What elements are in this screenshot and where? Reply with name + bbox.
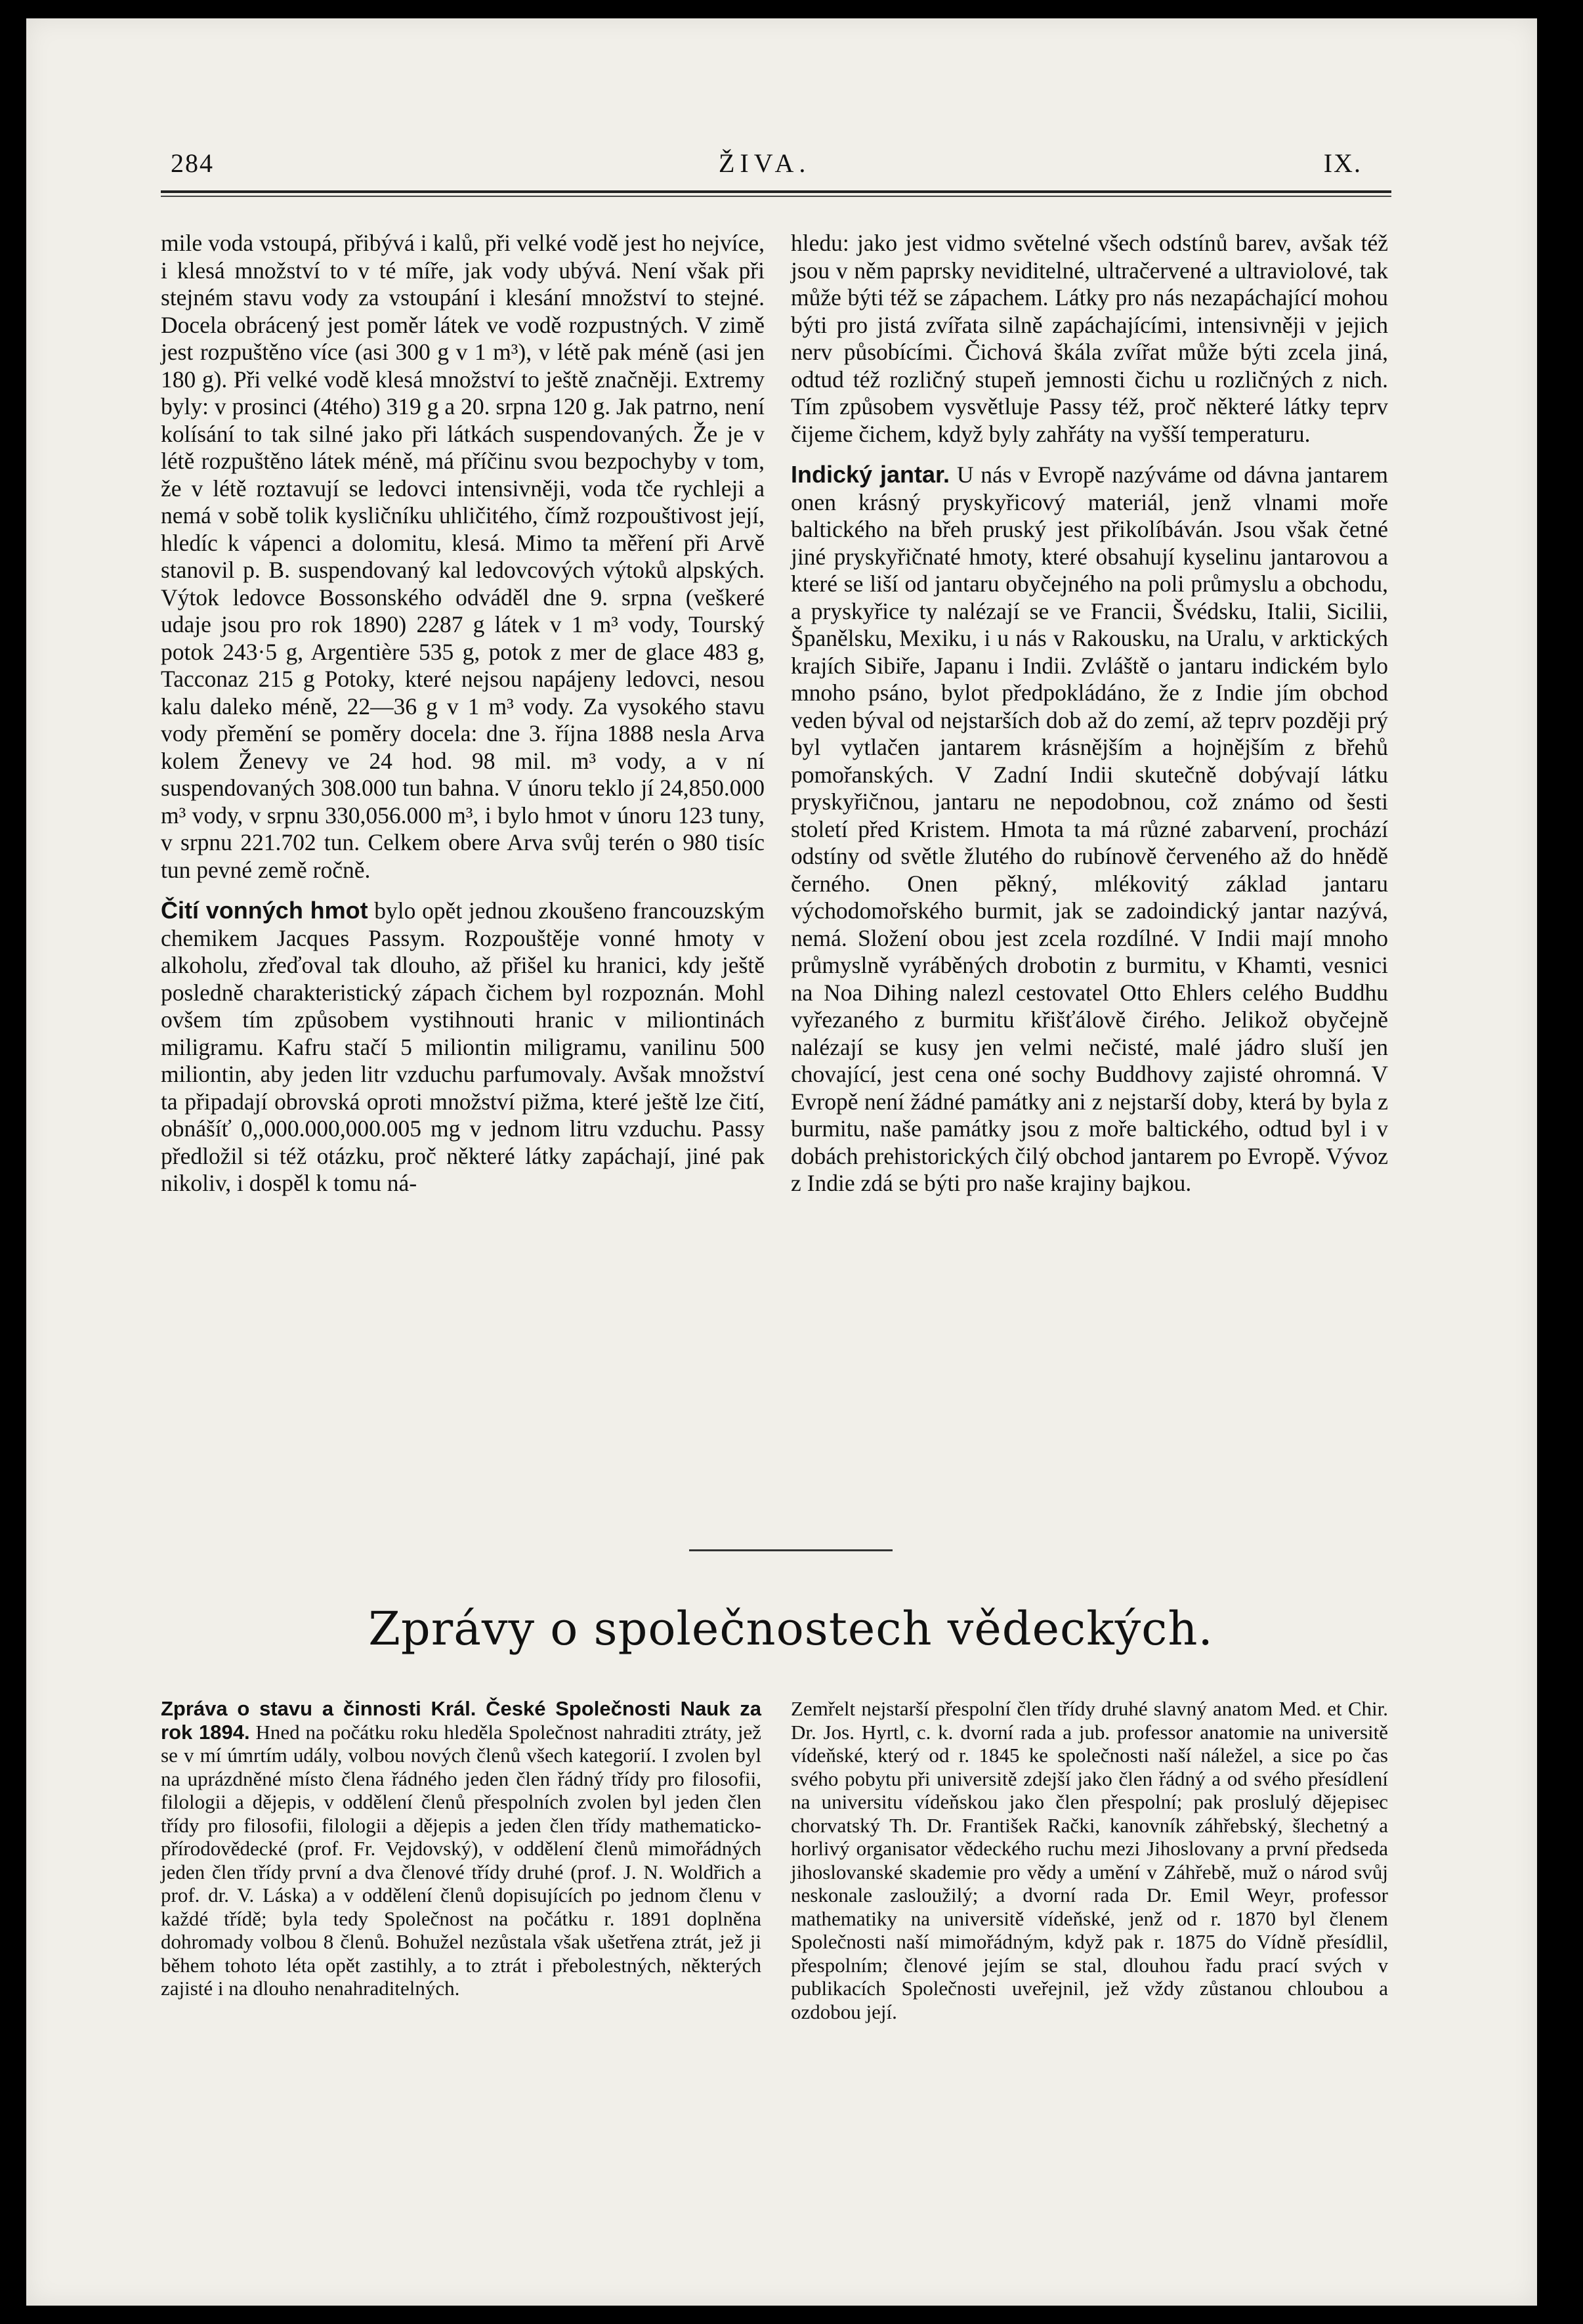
header-rule bbox=[161, 190, 1391, 193]
scan-edge bbox=[1546, 0, 1553, 2324]
report-left-column bbox=[161, 1697, 761, 2000]
page-number: 284 bbox=[171, 148, 214, 178]
header-rule-thin bbox=[161, 196, 1391, 197]
report-paragraph bbox=[161, 1697, 761, 2000]
volume-number: IX. bbox=[1323, 148, 1362, 178]
paragraph-smell-perception bbox=[161, 897, 765, 1197]
right-column bbox=[791, 230, 1388, 1197]
section-title: Zprávy o společnostech vědeckých. bbox=[368, 1602, 1214, 1656]
report-text: Hned na počátku roku hleděla Společnost nahraditi ztráty, jež se v mí úmrtím udály, volbou nových členů všech kategorií. I zvolen byl na uprázdněné místo člena řádného jeden člen řádný třídy pro filosofii, filologii a dějepis, v oddělení členů přespolních zvolen byl jeden člen třídy pro filosofii, filologii a dějepis a jeden člen třídy mathematicko-přírodovědecké (prof. Fr. Vejdovský), v oddělení členů mimořádných jeden člen třídy první a dva členové třídy druhé (prof. J. N. Woldřich a prof. dr. V. Láska) a v oddělení členů dopisujících po jednom členu v každé třídě; byla tedy Společnost na počátku r. 1891 doplněna dohromady volbou 8 členů. Bohužel nezůstala však ušetřena ztrát, jež ji během tohoto léta opět zastihly, a to ztrát i přebolestných, některých zajisté i na dlouho nenahraditelných. bbox=[161, 1720, 761, 2000]
paragraph-indian-amber bbox=[791, 461, 1388, 1197]
journal-title: ŽIVA. bbox=[719, 148, 811, 178]
section-separator bbox=[689, 1549, 893, 1551]
running-head bbox=[148, 141, 1382, 181]
report-right-column bbox=[791, 1697, 1388, 2023]
paragraph-smell-text: bylo opět jednou zkoušeno francouzským chemikem Jacques Passym. Rozpouštěje vonné hmoty v alkoholu, zřeďoval tak dlouho, až přišel ku hranici, kdy ještě posledně charakteristický zápach čichem byl rozpoznán. Mohl ovšem tím způsobem vystihnouti hranic v miliontinách miligramu. Kafru stačí 5 miliontin miligramu, vanilinu 500 miliontin, aby jeden litr vzduchu parfumovaly. Avšak množství ta připadají obrovská oproti množství pižma, které ještě lze čití, obnášíť 0,,000.000,000.005 mg v jednom litru vzduchu. Passy předložil si též otázku, proč některé látky zapáchají, jiné pak nikoliv, i dospěl k tomu ná- bbox=[161, 897, 765, 1196]
paragraph-amber-text: U nás v Evropě nazýváme od dávna jantarem onen krásný pryskyřicový materiál, jenž vlnami moře baltického na břeh pruský jest přikolíbáván. Jsou však četné jiné pryskyřičnaté hmoty, které obsahují kyselinu jantarovou a které se liší od jantaru obyčejného na poli průmyslu a obchodu, a pryskyřice ty nalézají se ve Francii, Švédsku, Italii, Sicilii, Španělsku, Mexiku, i u nás v Rakousku, na Uralu, v arktických krajích Sibiře, Japanu i Indii. Zvláště o jantaru indickém bylo mnoho psáno, bylot předpokládáno, že z Indie jím obchod veden býval od nejstarších dob až do zemí, až teprv později prý byl vytlačen jantarem krásnějším a hojnějším z břehů pomořanských. V Zadní Indii skutečně dobývají látku pryskyřičnou, jantaru ne nepodobnou, což známo od šesti století před Kristem. Hmota ta má různé zabarvení, prochází odstíny od světle žlutého do rubínově červeného až do hnědě černého. Onen pěkný, mlékovitý základ jantaru východomořského burmit, jak se zadoindický jantar nazývá, nemá. Složení obou jest zcela rozdílné. V Indii mají mnoho průmyslně vyráběných drobotin z burmitu, v Khamti, vesnici na Noa Dihing nalezl cestovatel Otto Ehlers celého Buddhu vyřezaného z burmitu křišťálově čirého. Jelikož obyčejně nalézají se kusy jen velmi nečisté, malé jádro sluší jen chovající, jest cena oné sochy Buddhovy zajisté ohromná. V Evropě není žádné památky ani z nejstarší doby, která by byla z burmitu, naše památky jsou z moře baltického, odtud byl i v dobách prehistorických čilý obchod jantarem po Evropě. Vývoz z Indie zdá se býti pro naše krajiny bajkou. bbox=[791, 462, 1388, 1196]
left-column bbox=[161, 230, 765, 1197]
report-heading: Zpráva o stavu a činnosti Král. České Společnosti Nauk za rok 1894. bbox=[161, 1697, 761, 1744]
paragraph-glacier-sediment: mile voda vstoupá, přibývá i kalů, při velké vodě jest ho nejvíce, i klesá množství to v té míře, jak vody ubývá. Není však při stejném stavu vody za vstoupání i klesání množství to stejné. Docela obrácený jest poměr látek ve vodě rozpustných. V zimě jest rozpuštěno více (asi 300 g v 1 m³), v létě pak méně (asi jen 180 g). Při velké vodě klesá množství to ještě značněji. Extremy byly: v prosinci (4tého) 319 g a 20. srpna 120 g. Jak patrno, není kolísání to tak silné jako při látkách suspendovaných. Že je v létě rozpuštěno látek méně, má příčinu svou bezpochyby v tom, že v létě roztavují se ledovci intensivněji, voda tče rychleji a nemá v sobě tolik kysličníku uhličitého, čímž rozpouštivost její, hledíc k vápenci a dolomitu, klesá. Mimo ta měření při Arvě stanovil p. B. suspendovaný kal ledovcových výtoků alpských. Výtok ledovce Bossonského odváděl dne 9. srpna (veškeré udaje jsou pro rok 1890) 2287 g látek v 1 m³ vody, Tourský potok 243·5 g, Argentière 535 g, potok z mer de glace 483 g, Tacconaz 215 g Potoky, které nejsou napájeny ledovci, nesou kalu daleko méně, 22—36 g v 1 m³ vody. Za vysokého stavu vody přemění se poměry docela: dne 3. října 1888 nesla Arva kolem Ženevy ve 24 hod. 98 mil. m³ vody, a v ní suspendovaných 308.000 tun bahna. V únoru teklo jí 24,850.000 m³ vody, v srpnu 330,056.000 m³, i bylo hmot v únoru 123 tuny, v srpnu 221.702 tun. Celkem obere Arva svůj terén o 980 tisíc tun pevné země ročně. bbox=[161, 230, 765, 883]
section-head-amber: Indický jantar. bbox=[791, 461, 950, 488]
paragraph-smell-continued: hledu: jako jest vidmo světelné všech odstínů barev, avšak též jsou v něm paprsky neviditelné, ultračervené a ultraviolové, tak může býti též se zápachem. Látky pro nás nezapáchající mohou býti pro jistá zvířata silně zapáchajícími, intensivněji v jejich nerv působícími. Čichová škála zvířat může býti zcela jiná, odtud též rozličný stupeň jemnosti čichu u rozličných z nich. Tím způsobem vysvětluje Passy též, proč některé látky teprv čijeme čichem, když byly zahřáty na vyšší temperaturu. bbox=[791, 230, 1388, 447]
section-head-smell: Čití vonných hmot bbox=[161, 897, 368, 924]
report-paragraph-continued: Zemřelt nejstarší přespolní člen třídy druhé slavný anatom Med. et Chir. Dr. Jos. Hyrtl, c. k. dvorní rada a jub. professor anatomie na universitě vídeňské, který od r. 1845 ke společnosti naší náležel, a sice po čas svého pobytu při universitě zdejší jako člen řádný a od svého přesídlení na universitu vídeňskou jako člen přespolní; pak proslulý dějepisec chorvatský Th. Dr. František Rački, kanovník záhřebský, šlechetný a horlivý organisator vědeckého ruchu mezi Jihoslovany a první předseda jihoslovanské skademie pro vědy a umění v Záhřebě, muž o národ svůj neskonale zasloužilý; a dvorní rada Dr. Emil Weyr, professor mathematiky na universitě vídeňské, jenž od r. 1870 byl členem Společnosti naší mimořádným, když pak r. 1875 do Vídně přesídlil, přespolním; členové jejím se stal, dlouhou řadu prací svých v publikacích Společnosti uveřejnil, jež vždy zůstanou chloubou a ozdobou její. bbox=[791, 1697, 1388, 2023]
